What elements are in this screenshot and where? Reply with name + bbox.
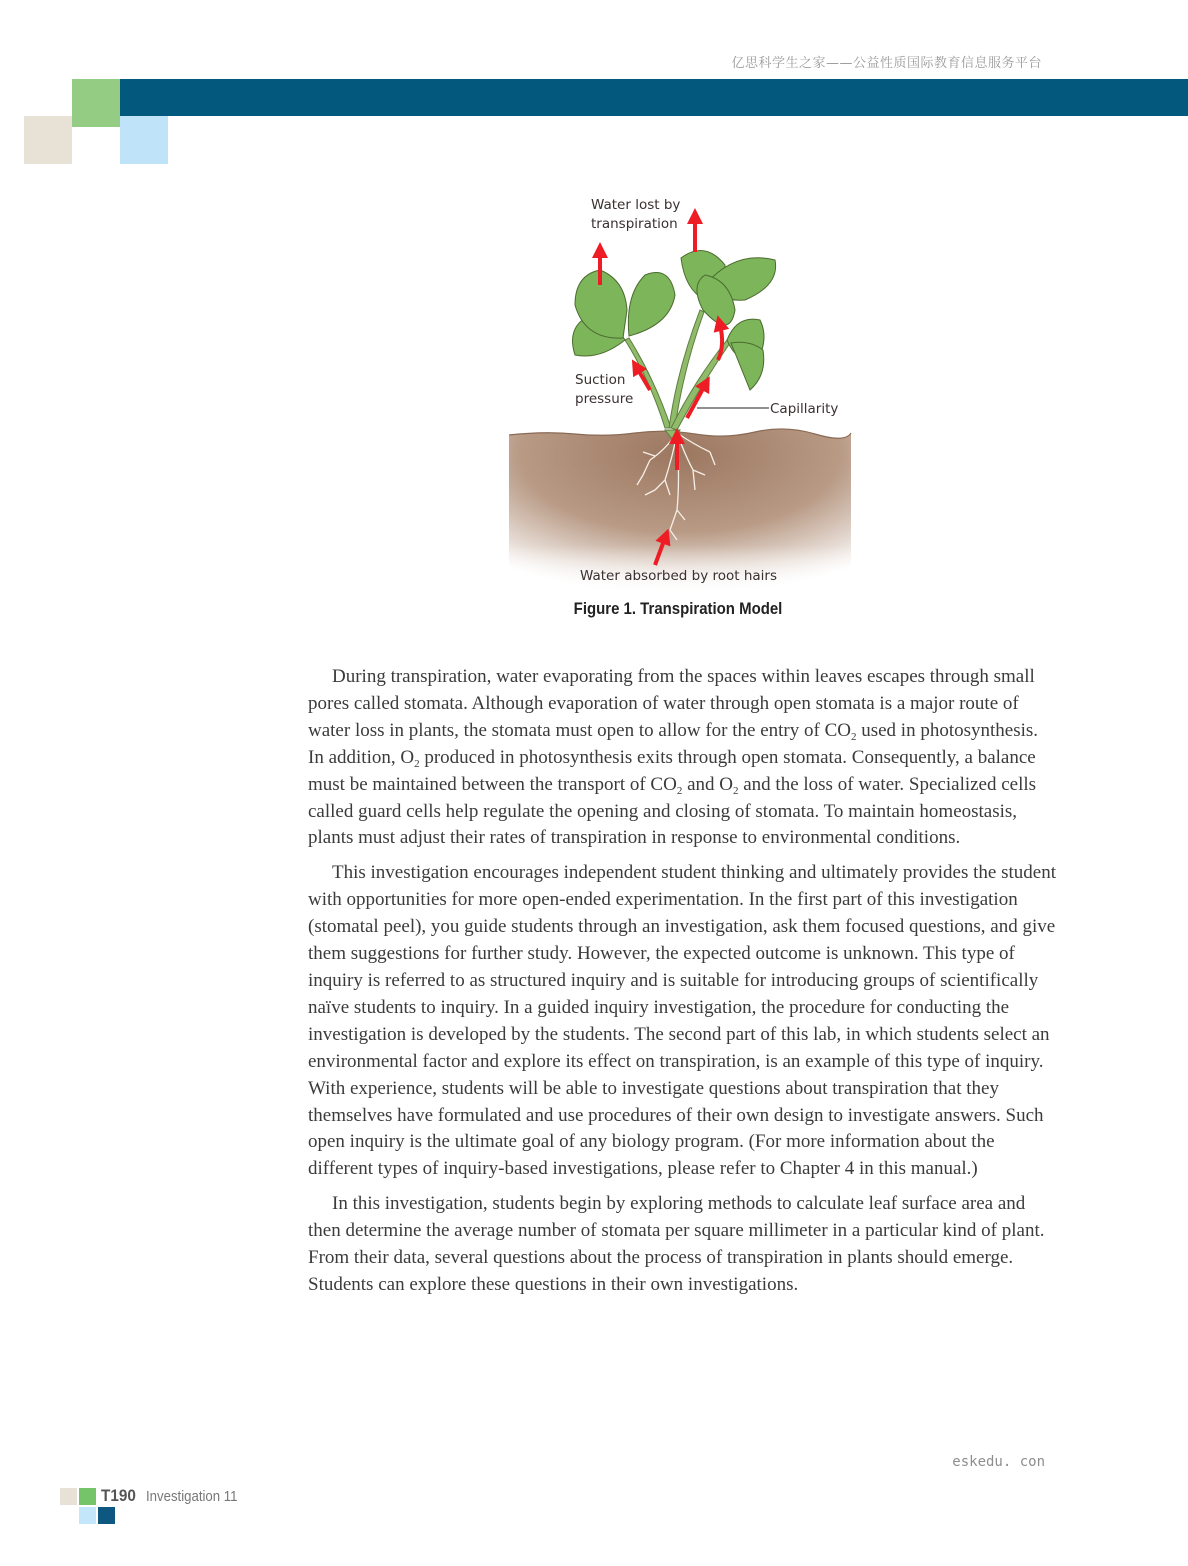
subscript: 2 (732, 784, 739, 797)
site-banner-text: 亿思科学生之家——公益性质国际教育信息服务平台 (731, 56, 1042, 71)
subscript: 2 (414, 757, 420, 770)
subscript: 2 (850, 730, 857, 743)
text-run: used in photosynthesis. In addition, O (308, 719, 1039, 768)
label-line: transpiration (591, 216, 678, 232)
body-text (308, 664, 1056, 1307)
arrow-capillarity-leaf (718, 325, 722, 360)
footer-square-dark-blue (98, 1507, 115, 1524)
label-water-lost (591, 196, 680, 234)
text-run: and O (682, 773, 733, 795)
header-square-blue (120, 116, 168, 164)
label-water-absorbed: Water absorbed by root hairs (580, 568, 777, 584)
header-band (120, 79, 1188, 116)
figure-caption: Figure 1. Transpiration Model (573, 599, 783, 618)
label-line: pressure (575, 391, 634, 407)
paragraph-3: In this investigation, students begin by exploring methods to calculate leaf surface area and then determine the average number of stomata per square millimeter in a particular kind of plant. From their data, several questions about the process of transpiration in plants should emerge. Students can explore these questions in their own investigations. (308, 1193, 1045, 1295)
page-number: T190 (101, 1486, 136, 1505)
paragraph-2: This investigation encourages independent student thinking and ultimately provides the student with opportunities for more open-ended experimentation. In the first part of this investigation (stomatal peel), you guide students through an investigation, ask them focused questions, and give them suggestions for further study. However, the expected outcome is unknown. This type of inquiry is referred to as structured inquiry and is suitable for introducing groups of scientifically naïve students to inquiry. In a guided inquiry investigation, the procedure for conducting the investigation is developed by the students. The second part of this lab, in which students select an environmental factor and explore its effect on transpiration, is an example of this type of inquiry. With experience, students will be able to investigate questions about transpiration that they themselves have formulated and use procedures of their own design to investigate answers. Such open inquiry is the ultimate goal of any biology program. (For more information about the different types of inquiry-based investigations, please refer to Chapter 4 in this manual.) (308, 862, 1056, 1180)
label-capillarity: Capillarity (770, 401, 839, 417)
label-line: Water lost by (591, 197, 681, 213)
transpiration-figure (505, 190, 855, 600)
paragraph-1 (308, 664, 1056, 852)
text-run: produced in photosynthesis exits through open stomata. Consequently, a balance must be maintained between the transport of CO (308, 746, 1036, 795)
text-run: During transpiration, water evaporating from the spaces within leaves escapes through small pores called stomata. Although evaporation of water through open stomata is a major route of water loss in plants, the stomata must open to allow for the entry of CO (308, 666, 1035, 741)
header-square-beige (24, 116, 72, 164)
footer-square-light-blue (79, 1507, 96, 1524)
transpiration-illustration (505, 190, 855, 600)
footer-square-green (79, 1488, 96, 1505)
subscript: 2 (676, 784, 683, 797)
footer-square-beige (60, 1488, 77, 1505)
text-run: and the loss of water. Specialized cells called guard cells help regulate the opening and closing of stomata. To maintain homeostasis, plants must adjust their rates of transpiration in response to environmental conditions. (308, 773, 1037, 849)
label-line: Suction (575, 372, 626, 388)
leaves (573, 250, 776, 390)
header-square-green (72, 79, 120, 127)
label-suction-pressure (575, 371, 633, 409)
section-name: Investigation 11 (146, 1488, 238, 1505)
footer-url: eskedu. con (952, 1454, 1045, 1470)
